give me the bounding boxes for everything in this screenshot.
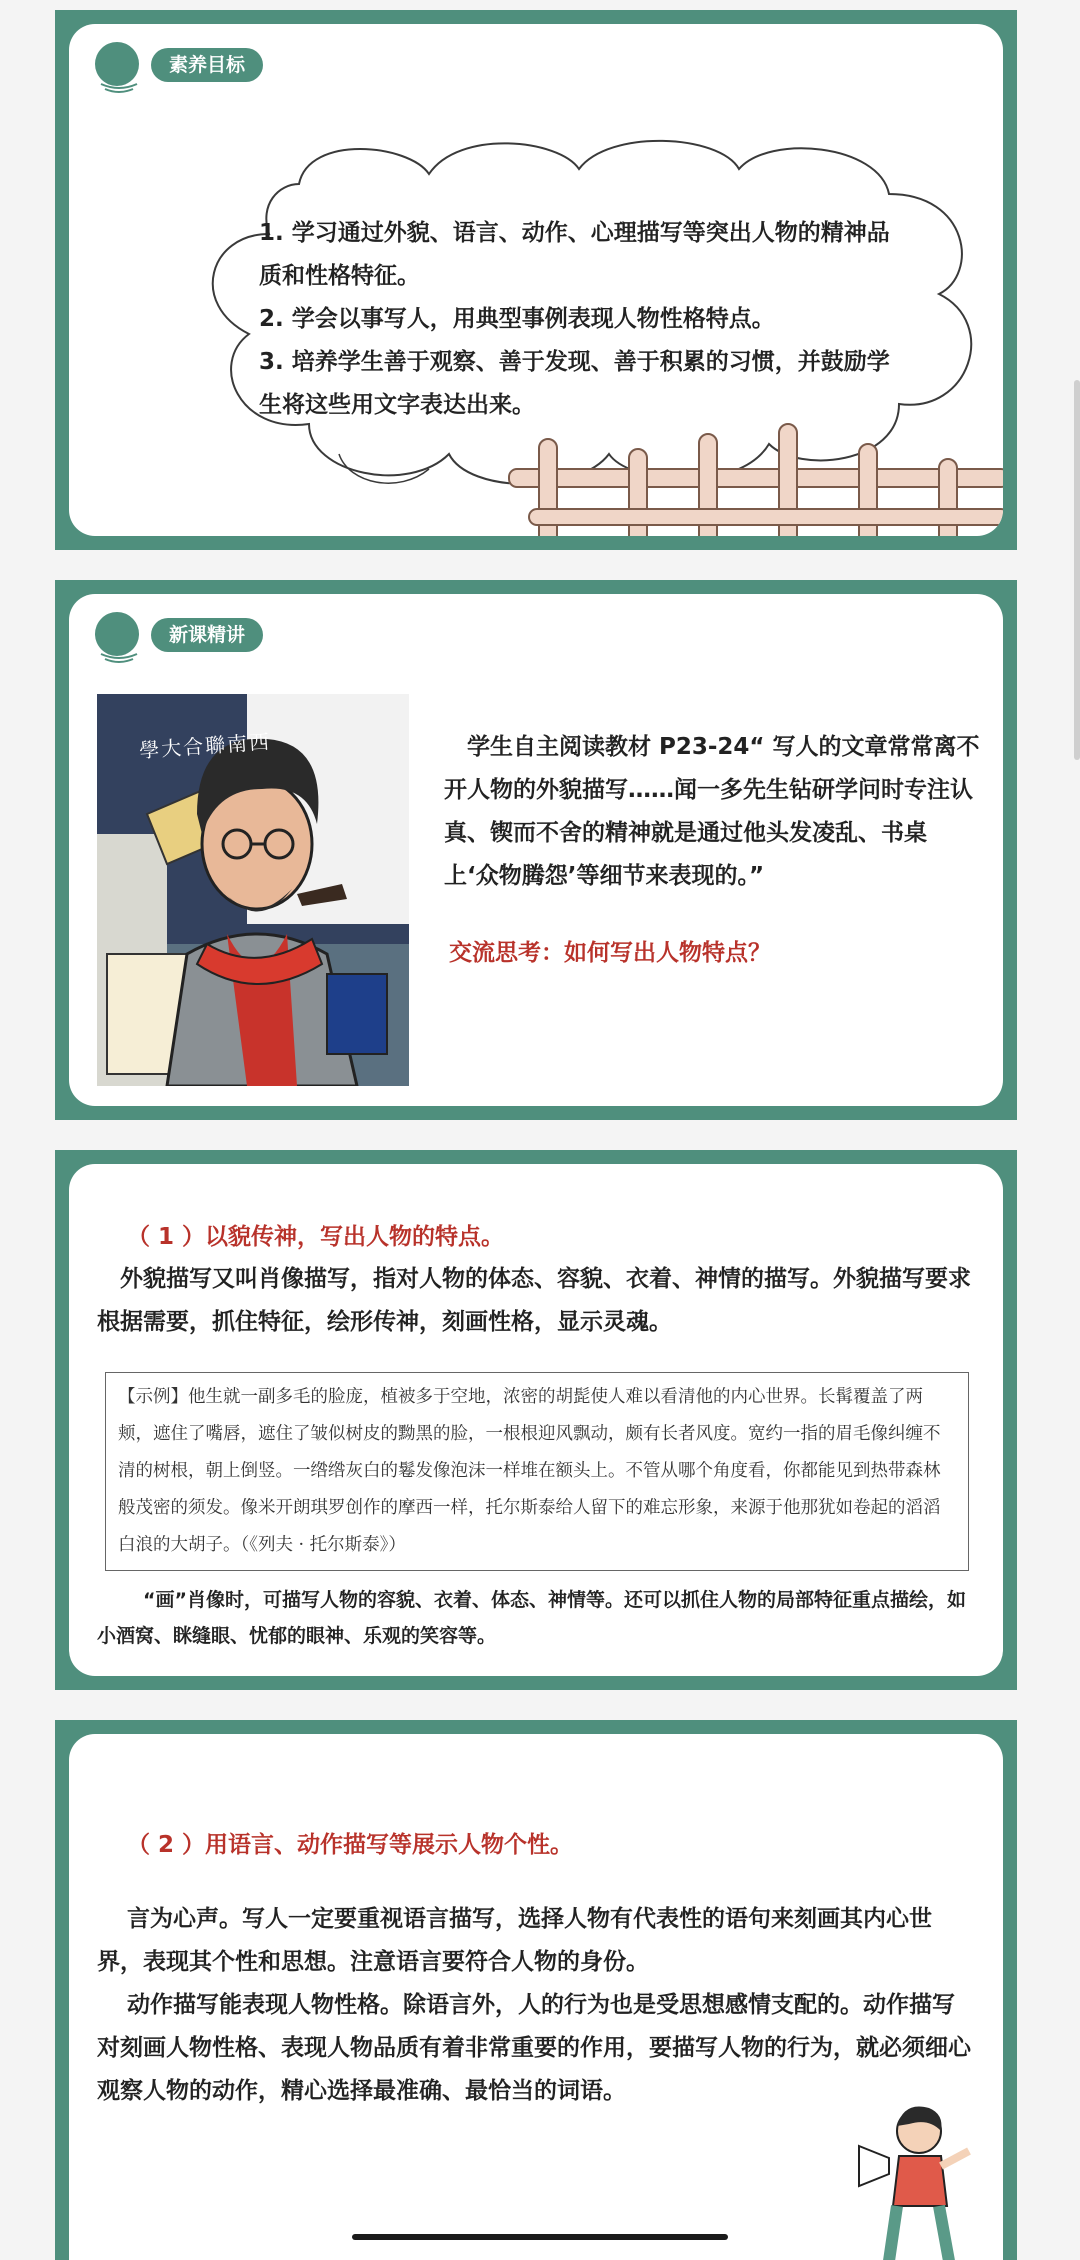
reading-paragraph: 学生自主阅读教材 P23-24“ 写人的文章常常离不开人物的外貌描写……闻一多先生钻研学问时专注认真、锲而不舍的精神就是通过他头发凌乱、书桌上‘众物腾怨’等细节来表现的。”: [444, 734, 980, 889]
slide-panel: [69, 1734, 1003, 2260]
action-paragraph: 动作描写能表现人物性格。除语言外，人的行为也是受思想感情支配的。动作描写对刻画人物性格、表现人物品质有着非常重要的作用，要描写人物的行为，就必须细心观察人物的动作，精心选择最准确、最恰当的词语。: [97, 1992, 971, 2104]
slide-panel: [69, 594, 1003, 1106]
note-paragraph: “画”肖像时，可描写人物的容貌、衣着、体态、神情等。还可以抓住人物的局部特征重点描绘，如小酒窝、眯缝眼、忧郁的眼神、乐观的笑容等。: [97, 1589, 966, 1647]
badge-label: 素养目标: [151, 48, 263, 82]
megaphone-kid-illustration: [849, 2096, 979, 2260]
poster-sign-text: 學大合聯南西: [138, 729, 272, 763]
goals-list: [259, 212, 899, 427]
example-box: 【示例】他生就一副多毛的脸庞，植被多于空地，浓密的胡髭使人难以看清他的内心世界。长髯覆盖了两颊，遮住了嘴唇，遮住了皱似树皮的黝黑的脸，一根根迎风飘动，颇有长者风度。宽约一指的眉毛像纠缠不清的树根，朝上倒竖。一绺绺灰白的鬈发像泡沫一样堆在额头上。不管从哪个角度看，你都能见到热带森林般茂密的须发。像米开朗琪罗创作的摩西一样，托尔斯泰给人留下的难忘形象，来源于他那犹如卷起的滔滔白浪的大胡子。（《列夫 · 托尔斯泰》）: [105, 1372, 969, 1571]
slide-speech-action: [55, 1720, 1017, 2260]
goal-item: 3. 培养学生善于观察、善于发现、善于积累的习惯，并鼓励学生将这些用文字表达出来。: [259, 349, 890, 418]
intro-paragraph: 外貌描写又叫肖像描写，指对人物的体态、容貌、衣着、神情的描写。外貌描写要求根据需要，抓住特征，绘形传神，刻画性格，显示灵魂。: [97, 1266, 971, 1335]
swirl-icon: [99, 80, 139, 94]
slide-new-lesson: [55, 580, 1017, 1120]
slide-appearance-description: [55, 1150, 1017, 1690]
goal-item: 2. 学会以事写人，用典型事例表现人物性格特点。: [259, 306, 775, 332]
swirl-icon: [99, 650, 139, 664]
slide-panel: [69, 1164, 1003, 1676]
home-indicator[interactable]: [352, 2234, 728, 2240]
goal-item: 1. 学习通过外貌、语言、动作、心理描写等突出人物的精神品质和性格特征。: [259, 220, 890, 289]
badge-label: 新课精讲: [151, 618, 263, 652]
discussion-question: 交流思考：如何写出人物特点？: [449, 940, 771, 966]
section-heading: （ 1 ）以貌传神，写出人物的特点。: [127, 1224, 505, 1250]
slide-literacy-goals: [55, 10, 1017, 550]
portrait-illustration: [97, 694, 409, 1086]
speech-paragraph: 言为心声。写人一定要重视语言描写，选择人物有代表性的语句来刻画其内心世界，表现其个性和思想。注意语言要符合人物的身份。: [97, 1906, 932, 1975]
slide-panel: [69, 24, 1003, 536]
fence-illustration: [499, 419, 1003, 536]
scrollbar[interactable]: [1074, 380, 1080, 760]
section-heading: （ 2 ）用语言、动作描写等展示人物个性。: [127, 1832, 574, 1858]
